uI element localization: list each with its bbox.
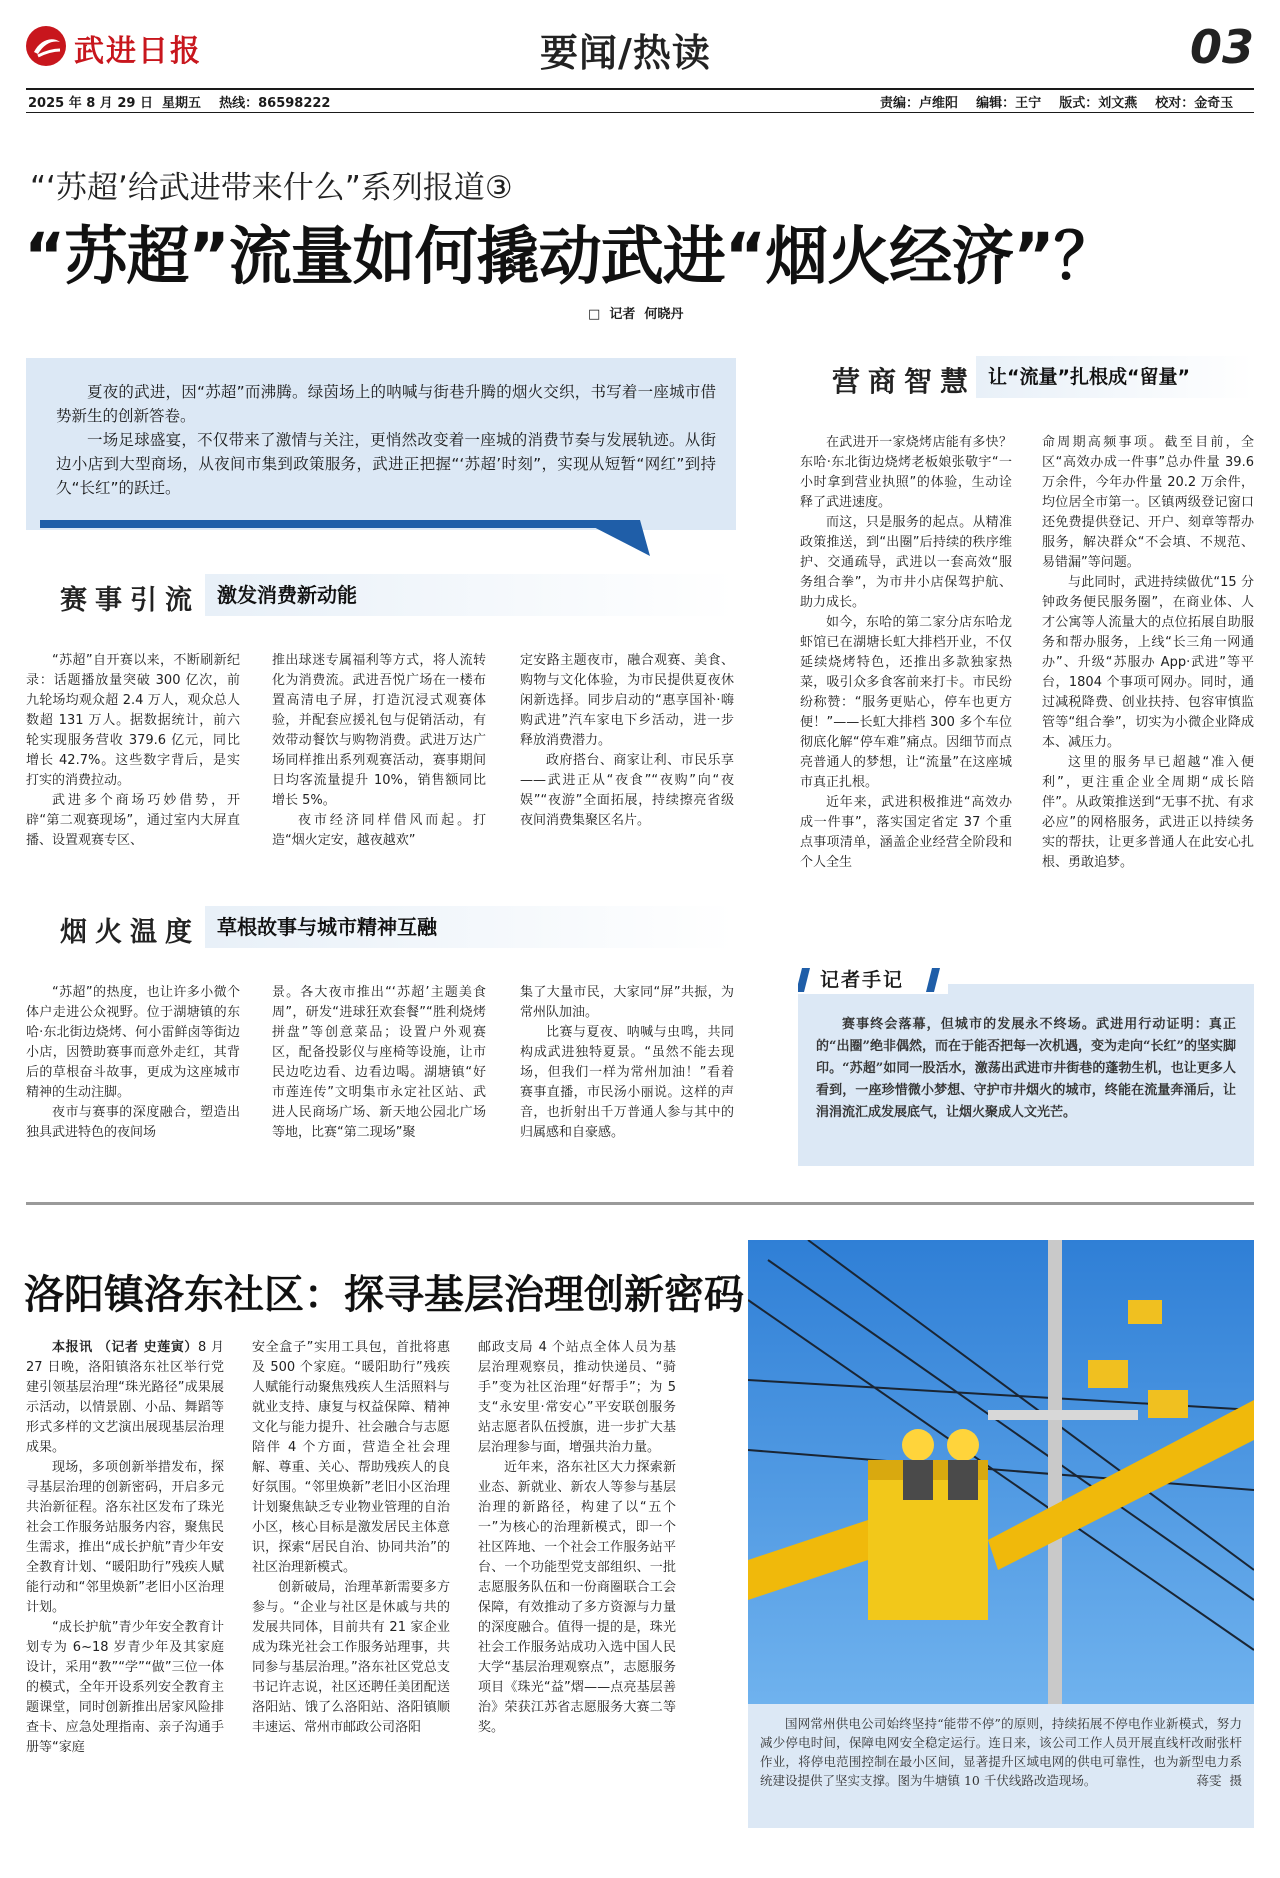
- section2-column-3: [520, 983, 734, 1143]
- paragraph: 现场，多项创新举措发布，探寻基层治理的创新密码，开启多元共治新征程。洛东社区发布了珠光社会工作服务站服务内容，聚焦民生需求，推出“成长护航”青少年安全教育计划、“暖阳助行”残疾人赋能行动和“邻里焕新”老旧小区治理计划。: [26, 1460, 224, 1615]
- credits-line: 责编：卢维阳 编辑：王宁 版式：刘文燕 校对：金奇玉: [880, 96, 1234, 111]
- second-column-2: [252, 1338, 450, 1738]
- section3-column-2: [1042, 433, 1254, 873]
- section3-title: 让“流量”扎根成“留量”: [988, 366, 1190, 388]
- intro-paragraph-1: 夏夜的武进，因“苏超”而沸腾。绿茵场上的呐喊与街巷升腾的烟火交织，书写着一座城市借势新生的创新答卷。: [56, 383, 716, 425]
- paragraph: 近年来，武进积极推进“高效办成一件事”，落实国定省定 37 个重点事项清单，涵盖企业经营全阶段和个人全生: [800, 795, 1012, 870]
- section1-column-3: [520, 651, 734, 831]
- photo-caption-box: [748, 1704, 1254, 1828]
- paragraph: 比赛与夏夜、呐喊与虫鸣，共同构成武进独特夏景。“虽然不能去现场，但我们一样为常州加油！”看着赛事直播，市民汤小丽说。这样的声音，也折射出千万普通人参与其中的归属感和自豪感。: [520, 1025, 734, 1140]
- paragraph: 邮政支局 4 个站点全体人员为基层治理观察员，推动快递员、“骑手”变为社区治理“好帮手”；为 5 支“永安里·常安心”平安联创服务站志愿者队伍授旗，进一步扩大基层治理参与面，增强共治力量。: [478, 1340, 676, 1455]
- section3-column-1: [800, 433, 1012, 873]
- paragraph: 与此同时，武进持续做优“15 分钟政务便民服务圈”，在商业体、人才公寓等人流量大的点位拓展自助服务和帮办服务，上线“长三角一网通办”、升级“苏服办 App·武进”等平台，1804 个事项可网办。同时，通过减税降费、创业扶持、包容审慎监管等“组合拳”，切实为小微企业降成本、减压力。: [1042, 575, 1254, 750]
- section2-column-2: [272, 983, 486, 1143]
- masthead-rule: [26, 88, 1254, 90]
- paragraph-text: 8 月 27 日晚，洛阳镇洛东社区举行党建引领基层治理“珠光路径”成果展示活动，以情景剧、小品、舞蹈等形式多样的文艺演出展现基层治理成果。: [26, 1340, 224, 1455]
- intro-box-accent: [40, 520, 660, 534]
- section-title: 要闻/热读: [540, 31, 711, 75]
- paragraph: 定安路主题夜市，融合观赛、美食、购物与文化体验，为市民提供夏夜休闲新选择。同步启动的“惠享国补·嗨购武进”汽车家电下乡活动，进一步释放消费潜力。: [520, 653, 734, 748]
- paragraph: 夜市与赛事的深度融合，塑造出独具武进特色的夜间场: [26, 1105, 240, 1140]
- intro-paragraph-2: 一场足球盛宴，不仅带来了激情与关注，更悄然改变着一座城的消费节奏与发展轨迹。从街边小店到大型商场，从夜间市集到政策服务，武进正把握“‘苏超’时刻”，实现从短暂“网红”到持久“长红”的跃迁。: [56, 431, 716, 497]
- kicker: “‘苏超’给武进带来什么”系列报道③: [30, 170, 513, 206]
- paragraph: 近年来，洛东社区大力探索新业态、新就业、新农人等参与基层治理的新路径，构建了以“五个一”为核心的治理新模式，即一个社区阵地、一个社会工作服务站平台、一个功能型党支部组织、一批志愿服务队伍和一份商圈联合工会保障，有效推动了多方资源与力量的深度融合。值得一提的是，珠光社会工作服务站成功入选中国人民大学“基层治理观察点”，志愿服务项目《珠光“益”熠——点亮基层善治》荣获江苏省志愿服务大赛二等奖。: [478, 1460, 676, 1735]
- logo-emblem-icon: [26, 26, 66, 66]
- photo-caption-text: 国网常州供电公司始终坚持“能带不停”的原则，持续拓展不停电作业新模式，努力减少停电时间，保障电网安全稳定运行。连日来，该公司工作人员开展直线杆改耐张杆作业，将停电范围控制在最小区间，显著提升区域电网的供电可靠性，也为新型电力系统建设提供了坚实支撑。图为牛塘镇 10 千伏线路改造现场。: [760, 1716, 1242, 1788]
- dateline-strong: 本报讯 （记者 史莲寅）: [52, 1340, 199, 1355]
- photo-credit: 蒋雯 摄: [1196, 1773, 1242, 1788]
- section2-title: 草根故事与城市精神互融: [217, 915, 437, 939]
- intro-box: [26, 358, 736, 530]
- paragraph: 景。各大夜市推出“‘苏超’主题美食周”，研发“进球狂欢套餐”“胜利烧烤拼盘”等创意菜品；设置户外观赛区，配备投影仪与座椅等设施，让市民边吃边看、边看边喝。湖塘镇“好市莲连传”文明集市永定社区站、武进人民商场广场、新天地公园北广场等地，比赛“第二现场”聚: [272, 985, 486, 1140]
- section1-column-1: [26, 651, 240, 851]
- masthead: [0, 0, 1280, 110]
- paragraph: 安全盒子”实用工具包，首批将惠及 500 个家庭。“暖阳助行”残疾人赋能行动聚焦残疾人生活照料与就业支持、康复与权益保障、精神文化与能力提升、社会融合与志愿陪伴 4 个方面，营造全社会理解、尊重、关心、帮助残疾人的良好氛围。“邻里焕新”老旧小区治理计划聚焦缺乏专业物业管理的自治小区，核心目标是激发居民主体意识，探索“居民自治、协同共治”的社区治理新模式。: [252, 1340, 450, 1575]
- second-column-3: [478, 1338, 676, 1738]
- paragraph: 推出球迷专属福利等方式，将人流转化为消费流。武进吾悦广场在一楼布置高清电子屏，打造沉浸式观赛体验，并配套应援礼包与促销活动，有效带动餐饮与购物消费。武进万达广场同样推出系列观赛活动，赛事期间日均客流量提升 10%，销售额同比增长 5%。: [272, 653, 486, 808]
- notes-label: 记者手记: [820, 969, 905, 991]
- news-photo: [748, 1240, 1254, 1704]
- paragraph: 武进多个商场巧妙借势，开辟“第二观赛现场”，通过室内大屏直播、设置观赛专区、: [26, 793, 240, 848]
- section2-brush-label: 烟火温度: [60, 917, 200, 948]
- paragraph: 在武进开一家烧烤店能有多快？东哈·东北街边烧烤老板娘张敬宇“一小时拿到营业执照”的体验，生动诠释了武进速度。: [800, 435, 1012, 510]
- paragraph: “苏超”的热度，也让许多小微个体户走进公众视野。位于湖塘镇的东哈·东北街边烧烤、何小雷鲜卤等街边小店，因赞助赛事而意外走红，其背后的草根奋斗故事，更成为这座城市精神的生动注脚。: [26, 985, 240, 1100]
- date-line: 2025 年 8 月 29 日 星期五 热线：86598222: [28, 96, 331, 111]
- second-column-1: [26, 1338, 224, 1758]
- story-divider: [26, 1202, 1254, 1205]
- section1-title: 激发消费新动能: [217, 583, 357, 607]
- byline: □ 记者 何晓丹: [588, 307, 684, 322]
- paragraph: “成长护航”青少年安全教育计划专为 6~18 岁青少年及其家庭设计，采用“教”“学”“做”三位一体的模式，全年开设系列安全教育主题课堂，同时创新推出居家风险排查卡、应急处理指南、亲子沟通手册等“家庭: [26, 1620, 224, 1755]
- section1-column-2: [272, 651, 486, 851]
- paragraph: 集了大量市民，大家同“屏”共振，为常州队加油。: [520, 985, 734, 1020]
- section1-brush-label: 赛事引流: [60, 585, 200, 616]
- second-headline: 洛阳镇洛东社区：探寻基层治理创新密码: [24, 1272, 744, 1318]
- section2-column-1: [26, 983, 240, 1143]
- notes-text: 赛事终会落幕，但城市的发展永不终场。武进用行动证明：真正的“出圈”绝非偶然，而在于能否把每一次机遇，变为走向“长红”的坚实脚印。“苏超”如同一股活水，激荡出武进市井街巷的蓬勃生机，也让更多人看到，一座珍惜微小梦想、守护市井烟火的城市，终能在流量奔涌后，让涓涓流汇成发展底气，让烟火聚成人文光芒。: [816, 1017, 1236, 1120]
- paragraph: [26, 1338, 224, 1458]
- section3-brush-label: 营商智慧: [832, 365, 977, 398]
- paragraph: 政府搭台、商家让利、市民乐享——武进正从“夜食”“夜购”向“夜娱”“夜游”全面拓展，持续擦亮省级夜间消费集聚区名片。: [520, 753, 734, 828]
- notes-box: [798, 969, 1254, 1166]
- masthead-rule-bottom: [26, 112, 1254, 113]
- notes-label-badge: [798, 966, 948, 994]
- paragraph: 创新破局，治理革新需要多方参与。“企业与社区是休戚与共的发展共同体，目前共有 21 家企业成为珠光社会工作服务站理事，共同参与基层治理。”洛东社区党总支书记许志说，社区还聘任美团配送洛阳站、饿了么洛阳站、洛阳镇顺丰速运、常州市邮政公司洛阳: [252, 1580, 450, 1735]
- paragraph: 命周期高频事项。截至目前，全区“高效办成一件事”总办件量 39.6 万余件，今年办件量 20.2 万余件，均位居全市第一。区镇两级登记窗口还免费提供登记、开户、刻章等帮办服务，解决群众“不会填、不规范、易错漏”等问题。: [1042, 435, 1254, 570]
- paragraph: 这里的服务早已超越“准入便利”，更注重企业全周期“成长陪伴”。从政策推送到“无事不扰、有求必应”的网格服务，武进正以持续务实的帮扶，让更多普通人在此安心扎根、勇敢追梦。: [1042, 755, 1254, 870]
- paragraph: 夜市经济同样借风而起。打造“烟火定安，越夜越欢”: [272, 813, 486, 848]
- headline: “苏超”流量如何撬动武进“烟火经济”？: [24, 220, 1116, 293]
- paragraph: 如今，东哈的第二家分店东哈龙虾馆已在湖塘长虹大排档开业，不仅延续烧烤特色，还推出多款独家热菜，吸引众多食客前来打卡。市民纷纷称赞：“服务更贴心，停车也更方便！”——长虹大排档 300 多个车位彻底化解“停车难”痛点。因细节而点亮普通人的梦想，让“流量”在这座城市真正扎根。: [800, 615, 1012, 790]
- logo-text: 武进日报: [74, 34, 202, 69]
- photo-caption: [760, 1714, 1242, 1790]
- paragraph: “苏超”自开赛以来，不断刷新纪录：话题播放量突破 300 亿次，前九轮场均观众超 2.4 万人，观众总人数超 131 万人。据数据统计，前六轮实现服务营收 379.6 亿元，同比增长 42.7%。这些数字背后，是实打实的消费拉动。: [26, 653, 240, 788]
- page-number: 03: [1190, 20, 1255, 74]
- paragraph: 而这，只是服务的起点。从精准政策推送，到“出圈”后持续的秩序维护、交通疏导，武进以一套高效“服务组合拳”，为市井小店保驾护航、助力成长。: [800, 515, 1012, 610]
